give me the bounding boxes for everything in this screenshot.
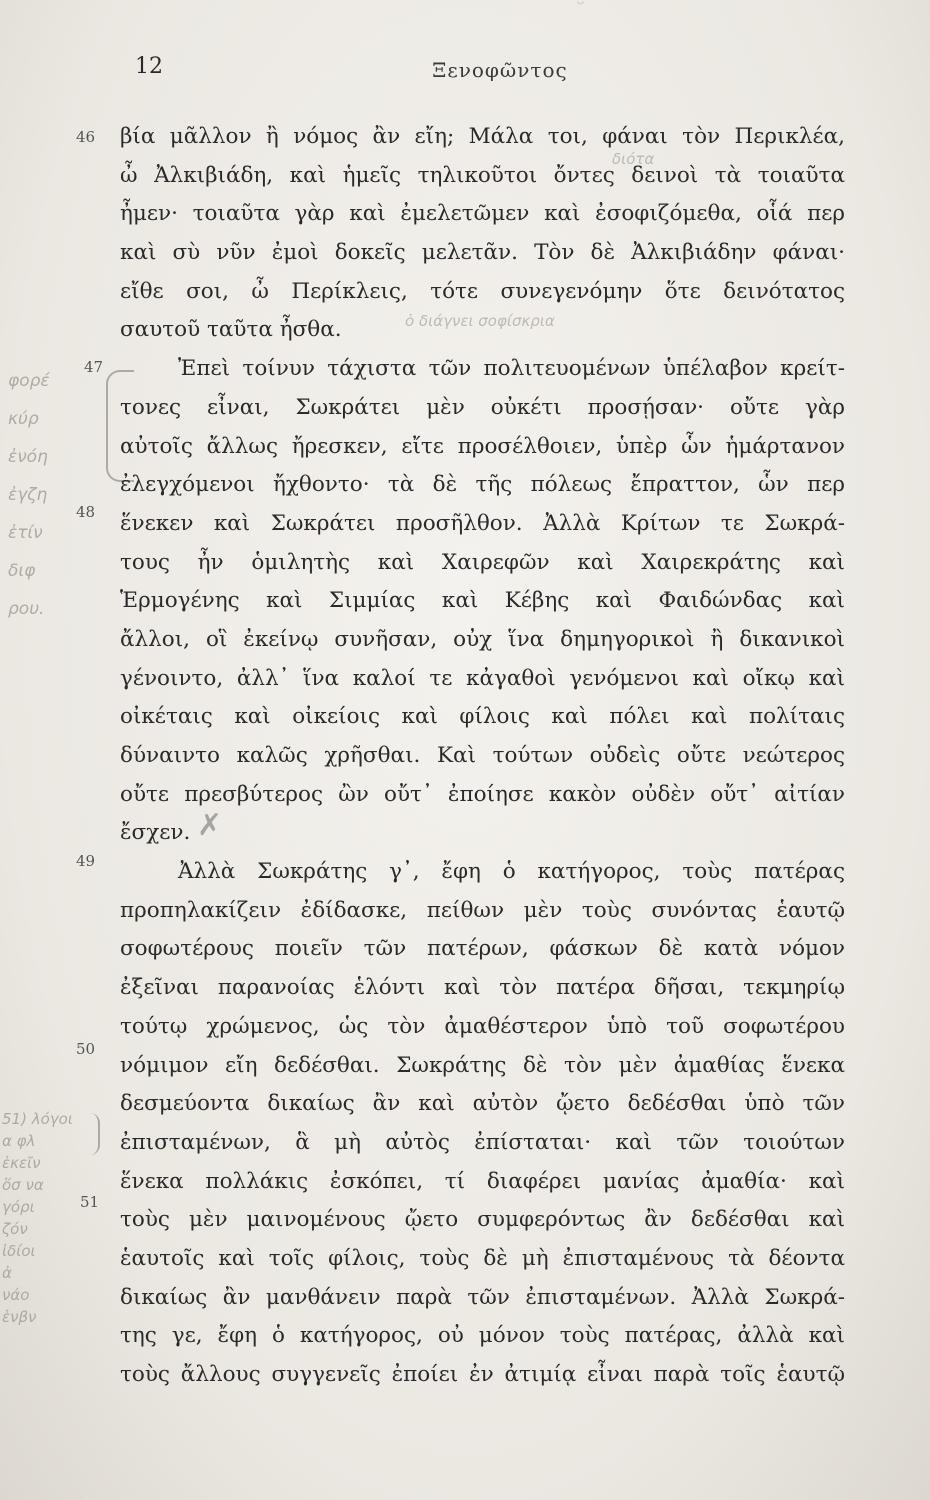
text-line: ἐπισταμένων, ἃ μὴ αὐτὸς ἐπίσταται· καὶ τῶν τοιούτων [120, 1129, 845, 1155]
margin-note: ἰδίοι [2, 1242, 36, 1260]
section-number-51: 51 [80, 1193, 100, 1211]
margin-note: διφ [8, 561, 36, 581]
section-number-47: 47 [84, 358, 104, 376]
text-line: ἄλλοι, οἳ ἐκείνῳ συνῆσαν, οὐχ ἵνα δημηγορικοὶ ἢ δικανικοὶ [120, 626, 845, 652]
text-line: Ἑρμογένης καὶ Σιμμίας καὶ Κέβης καὶ Φαιδώνδας καὶ [120, 588, 845, 614]
interlinear-note: διότα [612, 150, 655, 168]
text-line: νόμιμον εἴη δεδέσθαι. Σωκράτης δὲ τὸν μὲν ἀμαθίας ἕνεκα [120, 1052, 845, 1078]
text-line: δύναιντο καλῶς χρῆσθαι. Καὶ τούτων οὐδεὶς οὔτε νεώτερος [120, 743, 845, 768]
text-line: βία μᾶλλον ἢ νόμος ἂν εἴη; Μάλα τοι, φάναι τὸν Περικλέα, [120, 124, 845, 149]
section-number-50: 50 [76, 1040, 96, 1058]
text-line: δικαίως ἂν μανθάνειν παρὰ τῶν ἐπισταμένων. Ἀλλὰ Σωκρά- [120, 1284, 845, 1310]
text-line: ἐλεγχόμενοι ἤχθοντο· τὰ δὲ τῆς πόλεως ἔπραττον, ὧν περ [120, 472, 845, 498]
margin-note: ἀ [2, 1264, 12, 1282]
margin-note: ἐγζη [8, 485, 48, 505]
text-line: τοὺς μὲν μαινομένους ᾤετο συμφερόντως ἂν δεδέσθαι καὶ [120, 1207, 845, 1233]
text-line: καὶ σὺ νῦν ἐμοὶ δοκεῖς μελετᾶν. Τὸν δὲ Ἀλκιβιάδην φάναι· [120, 240, 845, 266]
margin-note: α φλ [2, 1132, 36, 1150]
text-line: ἕνεκεν καὶ Σωκράτει προσῆλθον. Ἀλλὰ Κρίτων τε Σωκρά- [120, 510, 845, 536]
text-line: οἰκέταις καὶ οἰκείοις καὶ φίλοις καὶ πόλει καὶ πολίταις [120, 704, 845, 730]
margin-note: 51) λόγοι [2, 1110, 73, 1128]
margin-note: ρου. [8, 599, 45, 619]
margin-note-group-1 [8, 362, 50, 628]
margin-note: ἑνβν [2, 1308, 37, 1326]
text-line: Ἀλλὰ Σωκράτης γ᾽, ἔφη ὁ κατήγορος, τοὺς πατέρας [178, 859, 845, 885]
text-line: τοὺς ἄλλους συγγενεῖς ἐποίει ἐν ἀτιμίᾳ εἶναι παρὰ τοῖς ἑαυτῷ [120, 1362, 845, 1387]
text-line: τούτῳ χρώμενος, ὡς τὸν ἀμαθέστερον ὑπὸ τοῦ σοφωτέρου [120, 1013, 845, 1039]
text-line: εἴθε σοι, ὦ Περίκλεις, τότε συνεγενόμην ὅτε δεινότατος [120, 278, 845, 304]
section-number-49: 49 [76, 852, 96, 870]
margin-brace [88, 1113, 100, 1155]
text-line: Ἐπεὶ τοίνυν τάχιστα τῶν πολιτευομένων ὑπέλαβον κρείτ- [178, 356, 845, 382]
text-line: τους ἦν ὁμιλητὴς καὶ Χαιρεφῶν καὶ Χαιρεκράτης καὶ [120, 549, 845, 575]
margin-note: ὅσ να [2, 1176, 44, 1194]
text-line: γένοιντο, ἀλλ᾽ ἵνα καλοί τε κἀγαθοὶ γενόμενοι καὶ οἴκῳ καὶ [120, 665, 845, 691]
text-line: προπηλακίζειν ἐδίδασκε, πείθων μὲν τοὺς συνόντας ἑαυτῷ [120, 897, 845, 923]
text-line: ἐξεῖναι παρανοίας ἑλόντι καὶ τὸν πατέρα δῆσαι, τεκμηρίῳ [120, 975, 845, 1001]
margin-note: ἐνόη [8, 447, 48, 467]
text-line: ὦ Ἀλκιβιάδη, καὶ ἡμεῖς τηλικοῦτοι ὄντες δεινοὶ τὰ τοιαῦτα [120, 162, 845, 188]
margin-note: ἑκεῖν [2, 1154, 41, 1172]
margin-note: κύρ [8, 409, 39, 429]
margin-note-group-2 [2, 1108, 73, 1328]
text-line: της γε, ἔφη ὁ κατήγορος, οὐ μόνον τοὺς πατέρας, ἀλλὰ καὶ [120, 1323, 845, 1349]
margin-note: φορέ [8, 371, 50, 391]
text-line: ἦμεν· τοιαῦτα γὰρ καὶ ἐμελετῶμεν καὶ ἐσοφιζόμεθα, οἷά περ [120, 201, 845, 227]
page-number: 12 [135, 54, 163, 79]
text-line: σοφωτέρους ποιεῖν τῶν πατέρων, φάσκων δὲ κατὰ νόμον [120, 936, 845, 962]
text-line: δεσμεύοντα δικαίως ἂν καὶ αὐτὸν ᾤετο δεδέσθαι ὑπὸ τῶν [120, 1091, 845, 1117]
text-line: αὐτοῖς ἄλλως ἤρεσκεν, εἴτε προσέλθοιεν, ὑπὲρ ὧν ἡμάρτανον [120, 433, 845, 459]
interlinear-note: ὁ διάγνει σοφίσκρια [405, 312, 555, 330]
text-line: σαυτοῦ ταῦτα ἦσθα. [120, 317, 342, 343]
section-number-48: 48 [76, 503, 96, 521]
text-line: ἑαυτοῖς καὶ τοῖς φίλοις, τοὺς δὲ μὴ ἐπισταμένους τὰ δέοντα [120, 1245, 845, 1271]
page-smudge: ˘ [575, 0, 586, 25]
margin-note: ἐτίν [8, 523, 43, 543]
running-title: Ξενοφῶντος [432, 58, 568, 82]
margin-note: γόρι [2, 1198, 35, 1216]
page-header [0, 48, 930, 88]
margin-note: νάο [2, 1286, 30, 1304]
cross-mark-annotation: ✗ [197, 808, 223, 843]
text-line: ἔσχεν. [120, 820, 191, 846]
text-line: οὔτε πρεσβύτερος ὢν οὔτ᾽ ἐποίησε κακὸν οὐδὲν οὔτ᾽ αἰτίαν [120, 781, 845, 807]
section-number-46: 46 [76, 128, 96, 146]
main-text [120, 118, 845, 1395]
margin-note: ζόν [2, 1220, 28, 1238]
text-line: τονες εἶναι, Σωκράτει μὲν οὐκέτι προσῄσαν· οὔτε γὰρ [120, 394, 845, 420]
text-line: ἕνεκα πολλάκις ἐσκόπει, τί διαφέρει μανίας ἀμαθία· καὶ [120, 1168, 845, 1194]
